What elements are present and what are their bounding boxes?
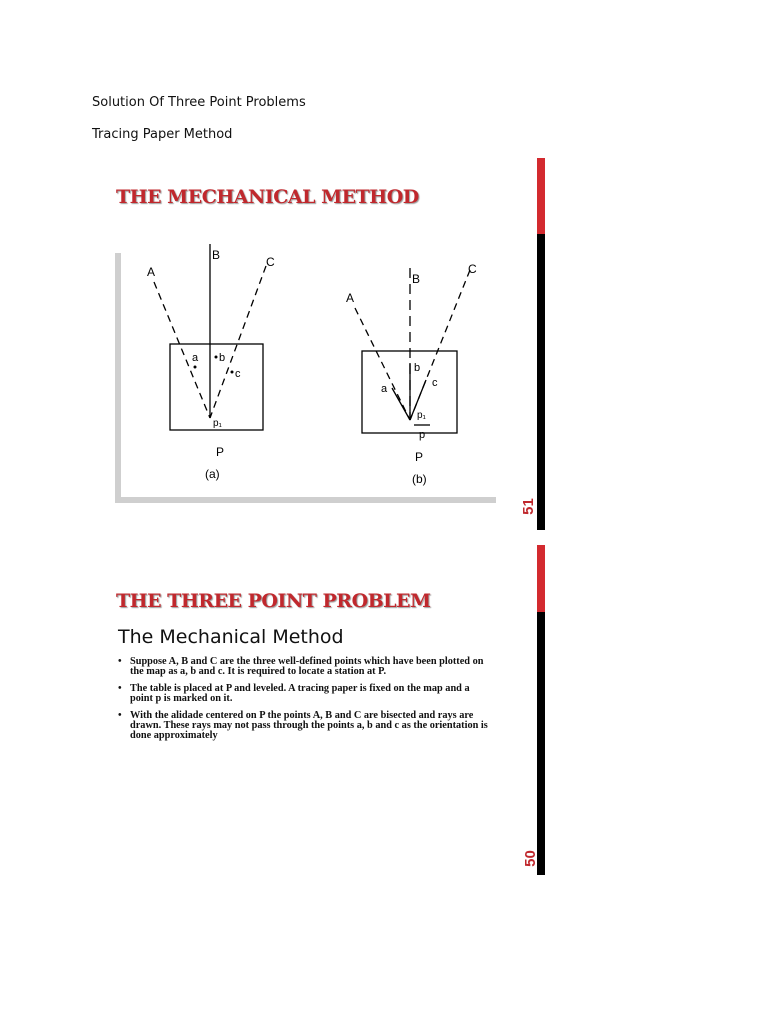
slide-page-number: 50 (521, 850, 539, 867)
slide-page-number: 51 (519, 498, 537, 515)
document-subheading: Tracing Paper Method (92, 127, 233, 142)
map-point-c-label-b: c (432, 377, 438, 389)
figure-b (346, 262, 477, 486)
map-point-b-label-b: b (414, 362, 421, 374)
figure-a (147, 244, 275, 481)
slide-mechanical-method (92, 158, 545, 530)
point-a-label-a: A (147, 265, 156, 279)
caption-b: (b) (412, 472, 427, 486)
station-label-b: P (415, 450, 424, 464)
point-a-label-b: A (346, 291, 355, 305)
map-point-a-label-a: a (192, 352, 199, 364)
bullet-item: • With the alidade centered on P the points A, B and C are bisected and rays are drawn. These rays may not pass through the points a, b and c as the orientation is done approximately (116, 711, 492, 741)
ray-a-a (154, 282, 210, 418)
ray-c-a (210, 266, 266, 418)
slide-side-bar-black (537, 612, 545, 875)
slide-side-bar-red (537, 545, 545, 612)
map-point-a-label-b: a (381, 383, 388, 395)
bullet-list (116, 657, 492, 748)
slide-subtitle: The Mechanical Method (118, 626, 344, 648)
slide-title: THE THREE POINT PROBLEM (116, 590, 431, 612)
mechanical-method-figure (92, 158, 545, 530)
map-point-c-label-a: c (235, 368, 241, 380)
slide-title: THE MECHANICAL METHOD (116, 186, 419, 208)
document-heading: Solution Of Three Point Problems (92, 95, 306, 110)
point-b-label-b: B (412, 272, 421, 286)
ray-a-b (355, 308, 410, 420)
point-c-label-b: C (468, 262, 477, 276)
map-point-a-dot (194, 366, 197, 369)
map-point-c-dot (231, 371, 234, 374)
station-label-a: P (216, 445, 225, 459)
map-point-b-dot (215, 356, 218, 359)
point-b-label-a: B (212, 248, 221, 262)
slide-three-point-problem (92, 545, 545, 875)
bullet-item: • The table is placed at P and leveled. A tracing paper is fixed on the map and a point p is marked on it. (116, 684, 492, 704)
ray-a-solid-b (392, 388, 410, 420)
station-point-label-a: p₁ (213, 418, 222, 429)
point-c-label-a: C (266, 255, 275, 269)
station-point-label-b: p₁ (417, 410, 426, 421)
caption-a: (a) (205, 467, 220, 481)
map-point-b-label-a: b (219, 352, 226, 364)
marked-point-label-b: p (419, 429, 426, 441)
bullet-item: • Suppose A, B and C are the three well-defined points which have been plotted on the map as a, b and c. It is required to locate a station at P. (116, 657, 492, 677)
